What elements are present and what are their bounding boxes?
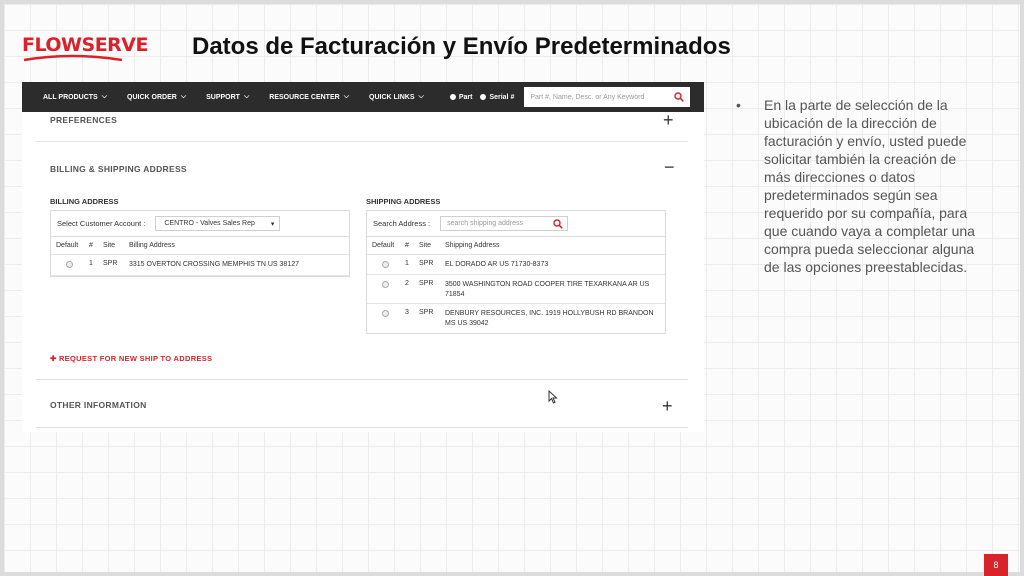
default-cell: [51, 260, 89, 270]
global-search-input[interactable]: [524, 87, 690, 107]
default-radio[interactable]: [66, 261, 73, 268]
default-cell: [367, 280, 405, 290]
collapse-minus-icon[interactable]: −: [664, 157, 675, 177]
chevron-down-icon: ⌵: [343, 93, 349, 100]
default-radio[interactable]: [382, 281, 389, 288]
radio-part[interactable]: [450, 94, 456, 100]
slide-title: Datos de Facturación y Envío Predeterminados: [192, 33, 731, 60]
billing-address-title: BILLING ADDRESS: [50, 197, 119, 206]
shipping-search-bar: [367, 211, 665, 237]
table-row[interactable]: [367, 255, 665, 275]
nav-support[interactable]: SUPPORT ⌵: [206, 93, 250, 101]
preferences-section[interactable]: [36, 112, 688, 142]
col-site: Site: [419, 242, 432, 249]
row-address: EL DORADO AR US 71730-8373: [445, 261, 549, 268]
search-icon[interactable]: [674, 92, 684, 102]
radio-serial[interactable]: [480, 94, 486, 100]
select-account-label: Select Customer Account :: [57, 219, 146, 228]
add-plus-icon: ✚: [50, 354, 59, 363]
col-number: #: [89, 242, 93, 249]
table-row[interactable]: [367, 304, 665, 333]
row-address: 3500 WASHINGTON ROAD COOPER TIRE TEXARKANA AR US 71854: [445, 281, 650, 298]
billing-shipping-title: BILLING & SHIPPING ADDRESS: [50, 164, 187, 174]
app-screenshot: [22, 82, 704, 432]
select-caret-icon: ▾: [270, 220, 275, 228]
chevron-down-icon: ⌵: [180, 93, 187, 100]
default-radio[interactable]: [382, 310, 389, 317]
bullet-body: En la parte de selección de la ubicación de la dirección de facturación y envío, usted puede solicitar también la creación de más direcciones o datos predeterminados según sea requerido por su compañía, para que cuando vaya a completar una compra pueda seleccionar alguna de las opciones preestablecidas.: [764, 97, 975, 275]
table-row[interactable]: [51, 255, 349, 276]
row-number: 1: [89, 260, 93, 267]
nav-resource-center[interactable]: RESOURCE CENTER ⌵: [269, 93, 349, 101]
shipping-search-placeholder: search shipping address: [447, 220, 524, 227]
flowserve-logo: [22, 30, 148, 66]
table-row[interactable]: [367, 275, 665, 304]
row-address: 3315 OVERTON CROSSING MEMPHIS TN US 38127: [129, 261, 300, 268]
preferences-title: PREFERENCES: [50, 115, 118, 125]
row-site: SPR: [419, 260, 434, 267]
default-cell: [367, 260, 405, 270]
expand-plus-icon[interactable]: +: [663, 110, 674, 130]
default-radio[interactable]: [382, 261, 389, 268]
row-site: SPR: [103, 260, 118, 267]
bullet-dot: •: [736, 97, 741, 113]
explanation-bullet: [738, 96, 986, 276]
chevron-down-icon: ⌵: [101, 93, 108, 100]
row-site: SPR: [419, 280, 434, 287]
radio-part-label: Part: [458, 93, 473, 101]
global-search-placeholder: Part #, Name, Desc. or Any Keyword: [530, 93, 645, 101]
nav-all-products[interactable]: ALL PRODUCTS ⌵: [43, 93, 108, 101]
other-information-title: OTHER INFORMATION: [50, 400, 147, 410]
customer-account-value: CENTRO - Valves Sales Rep: [164, 220, 255, 227]
radio-serial-label: Serial #: [489, 93, 515, 101]
nav-quick-order[interactable]: QUICK ORDER ⌵: [127, 93, 187, 101]
other-information-section[interactable]: [36, 380, 688, 428]
nav-quick-links[interactable]: QUICK LINKS ⌵: [369, 93, 424, 101]
col-site: Site: [103, 242, 116, 249]
logo-text: FLOWSERVE: [22, 34, 148, 56]
chevron-down-icon: ⌵: [243, 93, 250, 100]
col-default: Default: [56, 242, 79, 249]
row-number: 3: [405, 309, 409, 316]
shipping-panel: [366, 210, 666, 334]
shipping-address-title: SHIPPING ADDRESS: [366, 197, 441, 206]
search-icon[interactable]: [553, 219, 563, 229]
billing-account-bar: [51, 211, 349, 237]
chevron-down-icon: ⌵: [418, 93, 424, 100]
page-number: 8: [984, 554, 1008, 576]
col-default: Default: [372, 242, 395, 249]
row-address: DENBURY RESOURCES, INC. 1919 HOLLYBUSH RD BRANDON MS US 39042: [445, 310, 654, 327]
expand-plus-icon[interactable]: +: [662, 396, 673, 416]
shipping-table-header: [367, 237, 665, 255]
row-number: 2: [405, 280, 409, 287]
billing-table-header: [51, 237, 349, 255]
billing-panel: [50, 210, 350, 277]
search-address-label: Search Address :: [373, 219, 431, 228]
search-type-radios: [450, 94, 523, 101]
shipping-search-input[interactable]: [440, 216, 568, 231]
row-site: SPR: [419, 309, 434, 316]
row-number: 1: [405, 260, 409, 267]
request-new-ship-to-label: REQUEST FOR NEW SHIP TO ADDRESS: [58, 354, 213, 363]
default-cell: [367, 309, 405, 319]
request-new-ship-to-link[interactable]: [50, 354, 212, 363]
col-shipping-address: Shipping Address: [445, 241, 500, 249]
col-billing-address: Billing Address: [129, 241, 175, 249]
col-number: #: [405, 242, 409, 249]
top-navigation: [22, 82, 704, 112]
customer-account-select[interactable]: [155, 216, 280, 231]
mouse-cursor-icon: [548, 390, 558, 404]
